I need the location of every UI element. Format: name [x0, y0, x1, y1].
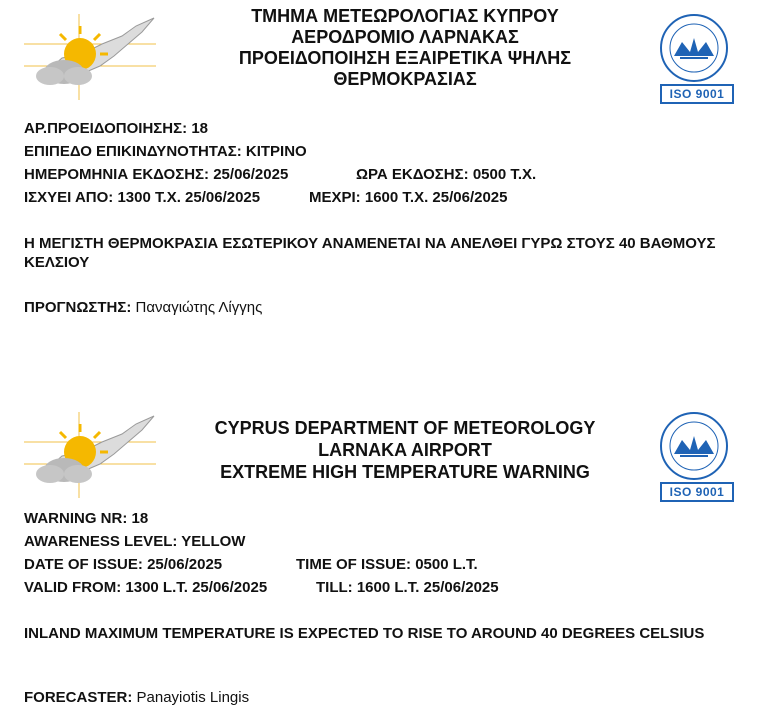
english-title-line-3: EXTREME HIGH TEMPERATURE WARNING: [220, 462, 590, 482]
greek-warning-message: Η ΜΕΓΙΣΤΗ ΘΕΡΜΟΚΡΑΣΙΑ ΕΣΩΤΕΡΙΚΟΥ ΑΝΑΜΕΝΕΤΑΙ ΝΑ ΑΝΕΛΘΕΙ ΓΥΡΩ ΣΤΟΥΣ 40 ΒΑΘΜΟΥΣ ΚΕΛΣΙΟΥ: [24, 235, 716, 271]
greek-level-label: ΕΠΙΠΕΔΟ ΕΠΙΚΙΝΔΥΝΟΤΗΤΑΣ:: [24, 143, 242, 160]
english-date-label: DATE OF ISSUE:: [24, 556, 143, 573]
english-issue-date: [24, 556, 222, 574]
greek-forecaster-label: ΠΡΟΓΝΩΣΤΗΣ:: [24, 299, 132, 316]
english-awareness-level: [24, 533, 245, 551]
greek-title-line-1: ΤΜΗΜΑ ΜΕΤΕΩΡΟΛΟΓΙΑΣ ΚΥΠΡΟΥ: [251, 6, 559, 26]
greek-warning-nr: [24, 120, 208, 138]
greek-valid-from: [24, 189, 260, 207]
english-issue-time: [296, 556, 478, 574]
greek-valid-value: 1300 Τ.Χ. 25/06/2025: [117, 189, 261, 206]
english-level-value: YELLOW: [181, 533, 246, 550]
english-valid-value: 1300 L.T. 25/06/2025: [125, 579, 268, 596]
iso-seal-icon: [650, 12, 738, 86]
greek-issue-time: [356, 166, 536, 184]
weather-logo-icon: [24, 14, 156, 100]
iso-label: ISO 9001: [660, 482, 734, 502]
english-forecaster: [24, 689, 249, 707]
greek-title-line-3: ΠΡΟΕΙΔΟΠΟΙΗΣΗ ΕΞΑΙΡΕΤΙΚΑ ΨΗΛΗΣ: [238, 48, 572, 68]
english-till-label: TILL:: [316, 579, 353, 596]
iso-label: ISO 9001: [660, 84, 734, 104]
greek-till-value: 1600 Τ.Χ. 25/06/2025: [364, 189, 508, 206]
greek-forecaster-name: Παναγιώτης Λίγγης: [135, 299, 263, 316]
english-valid-from: [24, 579, 267, 597]
iso-certification-logo: [650, 12, 738, 104]
english-warning-nr: [24, 510, 148, 528]
greek-issue-date: [24, 166, 288, 184]
iso-certification-logo: [650, 410, 738, 502]
greek-date-label: ΗΜΕΡΟΜΗΝΙΑ ΕΚΔΟΣΗΣ:: [24, 166, 210, 183]
greek-warning-nr-value: 18: [191, 120, 208, 137]
english-till-value: 1600 L.T. 25/06/2025: [356, 579, 499, 596]
english-valid-label: VALID FROM:: [24, 579, 122, 596]
greek-awareness-level: [24, 143, 307, 161]
english-title-line-2: LARNAKA AIRPORT: [318, 440, 492, 460]
english-forecaster-name: Panayiotis Lingis: [136, 689, 250, 706]
greek-time-value: 0500 Τ.Χ.: [472, 166, 537, 183]
english-title-line-1: CYPRUS DEPARTMENT OF METEOROLOGY: [214, 418, 596, 438]
english-warning-nr-value: 18: [131, 510, 149, 527]
greek-valid-label: ΙΣΧΥΕΙ ΑΠΟ:: [24, 189, 114, 206]
greek-forecaster: [24, 299, 262, 317]
english-forecaster-label: FORECASTER:: [24, 689, 133, 706]
english-date-value: 25/06/2025: [147, 556, 223, 573]
greek-warning-nr-label: ΑΡ.ΠΡΟΕΙΔΟΠΟΙΗΣΗΣ:: [24, 120, 188, 137]
english-warning-nr-label: WARNING NR:: [24, 510, 128, 527]
greek-title-line-4: ΘΕΡΜΟΚΡΑΣΙΑΣ: [333, 69, 477, 89]
english-level-label: AWARENESS LEVEL:: [24, 533, 178, 550]
greek-level-value: ΚΙΤΡΙΝΟ: [245, 143, 307, 160]
greek-valid-till: [309, 189, 508, 207]
english-time-label: TIME OF ISSUE:: [296, 556, 412, 573]
weather-logo-icon: [24, 412, 156, 498]
english-valid-till: [316, 579, 499, 597]
greek-title-line-2: ΑΕΡΟΔΡΟΜΙΟ ΛΑΡΝΑΚΑΣ: [291, 27, 519, 47]
greek-till-label: ΜΕΧΡΙ:: [309, 189, 361, 206]
english-warning-message: INLAND MAXIMUM TEMPERATURE IS EXPECTED TO RISE TO AROUND 40 DEGREES CELSIUS: [24, 625, 705, 642]
greek-time-label: ΩΡΑ ΕΚΔΟΣΗΣ:: [356, 166, 469, 183]
iso-seal-icon: [650, 410, 738, 484]
english-time-value: 0500 L.T.: [415, 556, 478, 573]
greek-date-value: 25/06/2025: [213, 166, 289, 183]
